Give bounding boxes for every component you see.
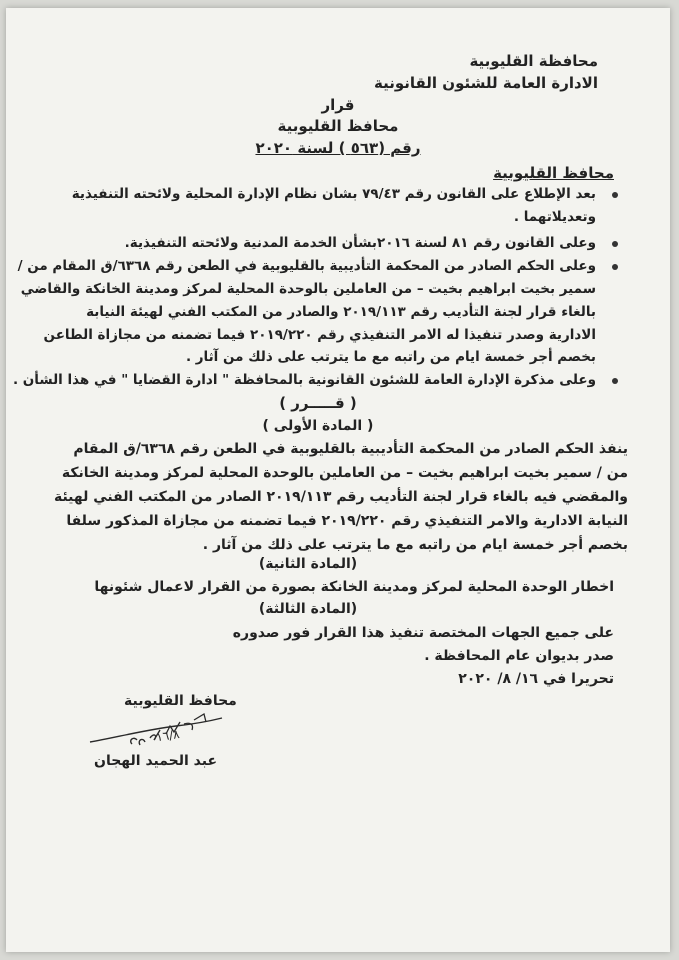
article-1-line-2: من / سمير بخيت ابراهيم بخيت – من العاملين بالوحدة المحلية لمركز ومدينة الخانكة: [61, 465, 628, 481]
decides-heading: ( قـــــرر ): [279, 394, 357, 412]
article-1-line-1: ينفذ الحكم الصادر من المحكمة التأديبية بالقليوبية في الطعن رقم ٦٣٦٨/ق المقام: [73, 441, 628, 457]
signature-title: محافظ القليوبية: [124, 693, 237, 709]
bullet-1: [612, 192, 618, 198]
article-2-title: (المادة الثانية): [258, 556, 358, 572]
article-3-line-1: على جميع الجهات المختصة تنفيذ هذا القرار فور صدوره: [232, 625, 614, 641]
article-2-line-1: اخطار الوحدة المحلية لمركز ومدينة الخانكة بصورة من القرار لاعمال شئونها: [94, 579, 614, 595]
preamble-item-3-line-5: بخصم أجر خمسة ايام من راتبه مع ما يترتب على ذلك من آثار .: [185, 349, 596, 365]
preamble-item-3-line-1: وعلى الحكم الصادر من المحكمة التأديبية بالقليوبية في الطعن رقم ٦٣٦٨/ق المقام من /: [17, 258, 596, 274]
decision-heading: قرار: [321, 96, 355, 114]
preamble-item-1-line-1: بعد الإطلاع على القانون رقم ٧٩/٤٣ بشان نظام الإدارة المحلية ولائحته التنفيذية: [71, 186, 596, 202]
preamble-item-3-line-4: الادارية وصدر تنفيذا له الامر التنفيذي رقم ٢٠١٩/٢٢٠ فيما تضمنه من مجازاة الطاعن: [43, 327, 596, 343]
decision-number: رقم (٥٦٣ ) لسنة ٢٠٢٠: [255, 139, 421, 157]
preamble-item-3-line-3: بالغاء قرار لجنة التأديب رقم ٢٠١٩/١١٣ والصادر من المكتب الفني لهيئة النيابة: [86, 304, 596, 320]
preamble-item-2-line-1: وعلى القانون رقم ٨١ لسنة ٢٠١٦بشأن الخدمة المدنية ولائحته التنفيذية.: [124, 235, 596, 251]
article-1-line-4: النيابة الادارية والامر التنفيذي رقم ٢٠١٩/٢٢٠ فيما تضمنه من مجازاة المذكور سلفا: [66, 513, 628, 529]
preamble-item-3-line-2: سمير بخيت ابراهيم بخيت – من العاملين بالوحدة المحلية لمركز ومدينة الخانكة والقاضي: [20, 281, 596, 297]
bullet-3: [612, 264, 618, 270]
bullet-4: [612, 378, 618, 384]
preamble-item-4-line-1: وعلى مذكرة الإدارة العامة للشئون القانونية بالمحافظة " ادارة القضايا " في هذا الشأن .: [12, 372, 596, 388]
document-page: [6, 8, 670, 952]
article-1-title: ( المادة الأولى ): [262, 418, 374, 434]
article-3-title: (المادة الثالثة): [258, 601, 358, 617]
bullet-2: [612, 241, 618, 247]
svg-text:١٦/٨: ١٦/٨: [155, 727, 181, 745]
article-1-line-5: بخصم أجر خمسة ايام من راتبه مع ما يترتب على ذلك من آثار .: [202, 537, 628, 553]
signature-name: عبد الحميد الهجان: [94, 753, 218, 769]
decision-issuer: محافظ القليوبية: [277, 117, 399, 135]
header-governorate: محافظة القليوبية: [469, 52, 598, 70]
issue-date: تحريرا في ١٦/ ٨/ ٢٠٢٠: [458, 671, 614, 687]
handwritten-signature: [84, 708, 234, 758]
article-1-line-3: والمقضي فيه بالغاء قرار لجنة التأديب رقم ٢٠١٩/١١٣ الصادر من المكتب الفني لهيئة: [53, 489, 628, 505]
header-department: الادارة العامة للشئون القانونية: [373, 74, 598, 92]
preamble-governor: محافظ القليوبية: [493, 164, 614, 182]
article-3-line-2: صدر بديوان عام المحافظة .: [424, 648, 614, 664]
preamble-item-1-line-2: وتعديلاتهما .: [513, 209, 596, 225]
